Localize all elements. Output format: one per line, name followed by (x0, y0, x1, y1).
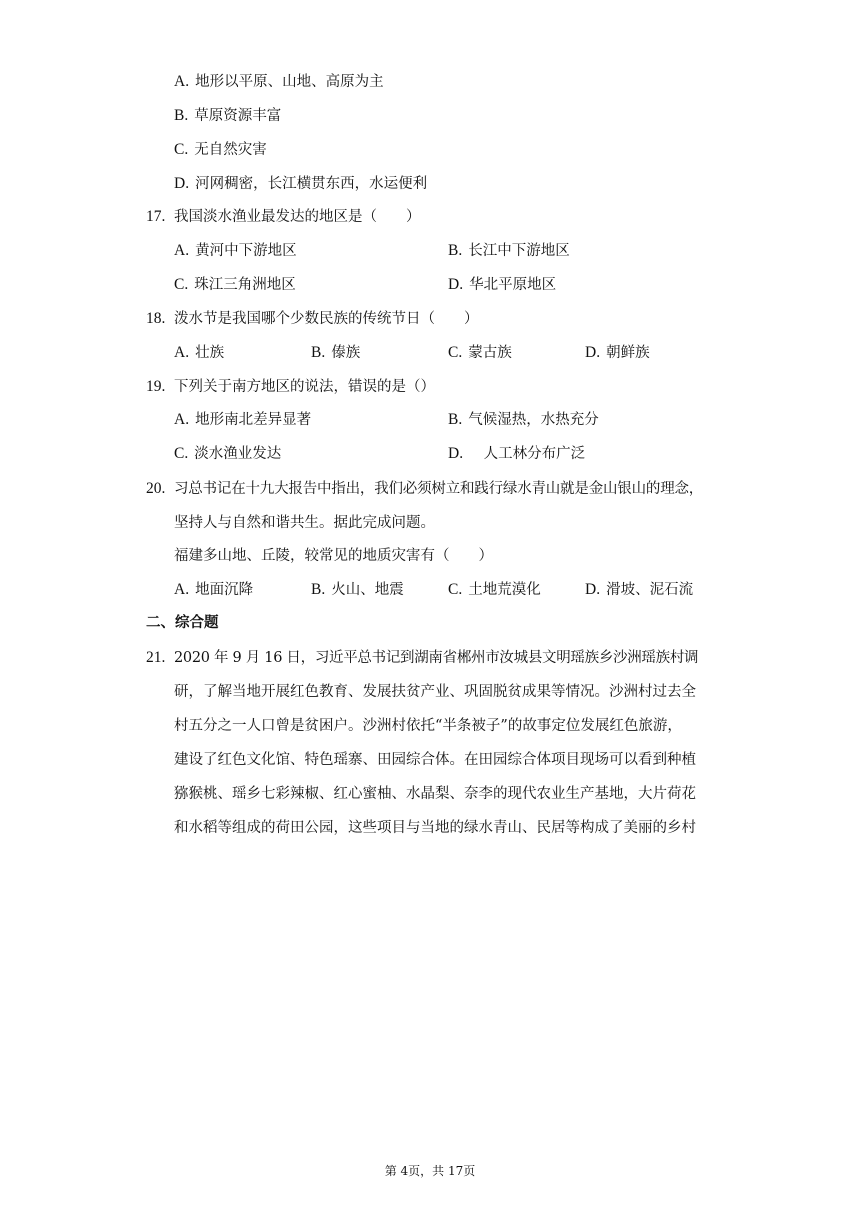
option-letter: B. (448, 242, 463, 259)
option-letter: D. (174, 175, 190, 192)
option-text: 朝鲜族 (606, 345, 650, 361)
option-letter: A. (174, 344, 190, 361)
option-text: 气候湿热，水热充分 (468, 412, 599, 428)
q17-option-d (448, 275, 556, 295)
q21-line: 建设了红色文化馆、特色瑶寨、田园综合体。在田园综合体项目现场可以看到种植 (174, 752, 696, 768)
q21-line: 村五分之一人口曾是贫困户。沙洲村依托“半条被子”的故事定位发展红色旅游， (174, 718, 682, 734)
q18-option-c (448, 343, 512, 363)
q21-first-line: 2020 年 9 月 16 日，习近平总书记到湖南省郴州市汝城县文明瑶族乡沙洲瑶族村调 (174, 650, 699, 666)
q17-option-b (448, 241, 570, 261)
option-text: 地形以平原、山地、高原为主 (195, 74, 384, 90)
option-letter: D. (448, 445, 464, 462)
option-letter: C. (448, 344, 463, 361)
q20-option-a (174, 580, 253, 600)
option-text: 滑坡、泥石流 (606, 582, 694, 598)
q19-option-a (174, 410, 311, 430)
q18-option-b (311, 343, 360, 363)
q19-option-b (448, 410, 599, 430)
option-letter: A. (174, 581, 190, 598)
q19-number: 19. (146, 378, 166, 395)
option-letter: A. (174, 411, 190, 428)
q17-stem: 我国淡水渔业最发达的地区是（ ） (174, 209, 421, 225)
q19-stem: 下列关于南方地区的说法，错误的是（） (174, 379, 435, 395)
option-text: 草原资源丰富 (194, 108, 282, 124)
q18-option-d (585, 343, 650, 363)
option-text: 人工林分布广泛 (469, 446, 586, 462)
q16-option-d (174, 174, 427, 194)
option-text: 黄河中下游地区 (195, 243, 297, 259)
option-text: 地面沉降 (195, 582, 254, 598)
option-letter: B. (448, 411, 463, 428)
q20-stem-line2: 坚持人与自然和谐共生。据此完成问题。 (174, 515, 435, 531)
option-letter: B. (311, 344, 326, 361)
q16-option-b (174, 106, 281, 126)
option-text: 火山、地震 (331, 582, 404, 598)
option-text: 无自然灾害 (194, 142, 267, 158)
q21-number: 21. (146, 649, 166, 666)
option-text: 地形南北差异显著 (195, 412, 312, 428)
option-text: 傣族 (331, 345, 361, 361)
q21-line: 和水稻等组成的荷田公园，这些项目与当地的绿水青山、民居等构成了美丽的乡村 (174, 820, 696, 836)
option-text: 蒙古族 (468, 345, 512, 361)
option-letter: A. (174, 242, 190, 259)
option-text: 河网稠密，长江横贯东西，水运便利 (195, 176, 428, 192)
q16-option-c (174, 140, 267, 160)
option-text: 长江中下游地区 (468, 243, 570, 259)
q18-stem: 泼水节是我国哪个少数民族的传统节日（ ） (174, 311, 479, 327)
option-letter: A. (174, 73, 190, 90)
q17-number: 17. (146, 208, 166, 225)
option-text: 壮族 (195, 345, 225, 361)
option-letter: D. (585, 344, 601, 361)
q20-number: 20. (146, 480, 166, 497)
q20-option-d (585, 580, 693, 600)
option-text: 淡水渔业发达 (194, 446, 282, 462)
option-letter: D. (585, 581, 601, 598)
option-text: 华北平原地区 (469, 277, 557, 293)
q20-option-c (448, 580, 541, 600)
page-footer: 第 4页，共 17页 (384, 1164, 476, 1178)
option-letter: C. (448, 581, 463, 598)
q19-option-d (448, 444, 585, 464)
option-letter: D. (448, 276, 464, 293)
q17-option-c (174, 275, 296, 295)
option-letter: B. (174, 107, 189, 124)
q16-option-a (174, 72, 384, 92)
q17-option-a (174, 241, 297, 261)
option-text: 土地荒漠化 (468, 582, 541, 598)
q18-option-a (174, 343, 224, 363)
q18-number: 18. (146, 310, 166, 327)
option-text: 珠江三角洲地区 (194, 277, 296, 293)
section-heading: 二、综合题 (146, 615, 219, 631)
option-letter: C. (174, 141, 189, 158)
option-letter: B. (311, 581, 326, 598)
q19-option-c (174, 444, 281, 464)
option-letter: C. (174, 445, 189, 462)
q20-option-b (311, 580, 404, 600)
q20-stem-line1: 习总书记在十九大报告中指出，我们必须树立和践行绿水青山就是金山银山的理念， (174, 481, 704, 497)
option-letter: C. (174, 276, 189, 293)
q20-subquestion: 福建多山地、丘陵，较常见的地质灾害有（ ） (174, 548, 493, 564)
q21-line: 研，了解当地开展红色教育、发展扶贫产业、巩固脱贫成果等情况。沙洲村过去全 (174, 684, 696, 700)
q21-line: 猕猴桃、瑶乡七彩辣椒、红心蜜柚、水晶梨、奈李的现代农业生产基地，大片荷花 (174, 786, 696, 802)
